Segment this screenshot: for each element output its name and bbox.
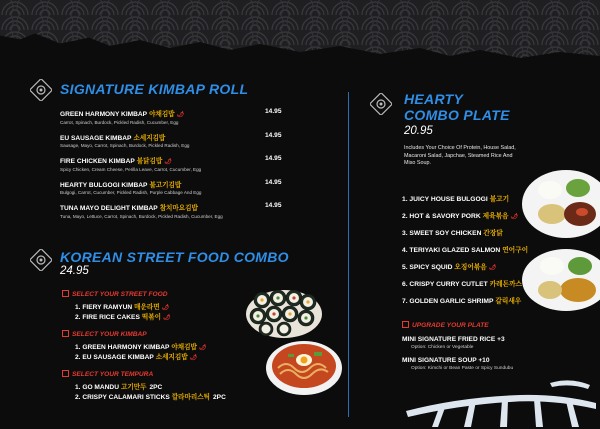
upgrade-option-detail: Option: Chicken or Vegetable xyxy=(411,345,474,350)
item-description: Spicy Chicken, Cream Cheese, Perilla Leave, Carrot, Cucumber, Egg xyxy=(60,166,202,172)
upgrade-option-name: MINI SIGNATURE FRIED RICE +3 xyxy=(402,336,505,343)
curry-cutlet-plate-image xyxy=(520,246,600,317)
checkbox-icon xyxy=(62,330,69,337)
item-description: Sausage, Mayo, Carrot, Spinach, Burdock, Pickled Radish, Egg xyxy=(60,143,190,148)
select-tempura-label: SELECT YOUR TEMPURA xyxy=(62,370,153,378)
item-name: GREEN HARMONY KIMBAP xyxy=(60,111,148,118)
ornament-icon xyxy=(370,93,392,115)
item-description: Tuna, Mayo, Lettuce, Carrot, Spinach, Burdock, Pickled Radish, Cucumber, Egg xyxy=(60,213,223,219)
item-name: HEARTY BULGOGI KIMBAP xyxy=(60,181,148,189)
ornament-icon xyxy=(30,79,52,101)
item-description: Carrot, Spinach, Burdock, Pickled Radish, Cucumber, Egg xyxy=(60,119,179,125)
spicy-icon: 🌶 xyxy=(189,355,198,361)
item-price: 14.95 xyxy=(265,131,282,139)
decorative-brush-strokes xyxy=(400,375,600,429)
checkbox-icon xyxy=(62,370,69,377)
item-price: 14.95 xyxy=(265,155,282,162)
option-item: 2. FIRE RICE CAKES 떡볶이 🌶 xyxy=(75,314,171,321)
street-food-section-title: KOREAN STREET FOOD COMBO xyxy=(60,249,289,265)
spicy-icon: 🌶 xyxy=(510,214,519,220)
protein-option: 7. GOLDEN GARLIC SHRIMP 갈릭새우 xyxy=(402,298,522,305)
menu-item xyxy=(60,155,290,179)
item-price: 14.95 xyxy=(265,178,282,186)
protein-option: 6. CRISPY CURRY CUTLET 카레돈까스 xyxy=(402,281,523,288)
spicy-icon: 🌶 xyxy=(198,345,207,351)
item-korean-name: 소세지김밥 xyxy=(133,134,166,142)
menu-item xyxy=(60,202,290,226)
street-food-price: 24.95 xyxy=(60,265,89,277)
spicy-icon: 🌶 xyxy=(488,265,497,271)
column-divider xyxy=(348,92,349,417)
protein-option: 1. JUICY HOUSE BULGOGI 불고기 xyxy=(402,196,510,203)
spicy-icon: 🌶 xyxy=(162,315,171,321)
item-name: TUNA MAYO DELIGHT KIMBAP xyxy=(60,205,158,212)
item-korean-name: 불닭김밥 xyxy=(136,158,163,165)
ramyun-bowl-image xyxy=(264,338,344,405)
protein-option: 5. SPICY SQUID 오징어볶음 🌶 xyxy=(402,264,497,271)
option-item: 1. GO MANDU 고기만두 2PC xyxy=(75,384,163,391)
hearty-price: 20.95 xyxy=(404,125,433,137)
option-item: 2. EU SAUSAGE KIMBAP 소세지김밥 🌶 xyxy=(75,354,198,361)
bulgogi-plate-image xyxy=(520,168,600,245)
decorative-wave-header xyxy=(0,0,600,62)
item-price: 14.95 xyxy=(265,108,282,115)
option-item: 1. FIERY RAMYUN 매운라면 🌶 xyxy=(75,304,170,311)
hearty-section-title: HEARTY COMBO PLATE xyxy=(404,91,510,123)
item-korean-name: 불고기김밥 xyxy=(149,181,182,189)
spicy-icon: 🌶 xyxy=(164,159,172,165)
kimbap-plate-image xyxy=(244,284,324,345)
item-price: 14.95 xyxy=(265,202,282,209)
upgrade-plate-label: UPGRADE YOUR PLATE xyxy=(402,321,489,329)
menu-item xyxy=(60,108,290,132)
item-description: Bulgogi, Carrot, Cucumber, Pickled Radish, Purple Cabbage And Egg xyxy=(60,190,202,195)
menu-item xyxy=(60,179,290,203)
item-name: EU SAUSAGE KIMBAP xyxy=(60,134,132,142)
protein-option: 4. TERIYAKI GLAZED SALMON 연어구이 xyxy=(402,247,529,254)
protein-option: 3. SWEET SOY CHICKEN 간장닭 xyxy=(402,230,503,237)
spicy-icon: 🌶 xyxy=(176,112,185,118)
item-name: FIRE CHICKEN KIMBAP xyxy=(60,158,135,165)
select-kimbap-label: SELECT YOUR KIMBAP xyxy=(62,330,147,338)
checkbox-icon xyxy=(62,290,69,297)
option-item: 1. GREEN HARMONY KIMBAP 야채김밥 🌶 xyxy=(75,344,207,351)
kimbap-list xyxy=(60,108,290,226)
kimbap-section-title: SIGNATURE KIMBAP ROLL xyxy=(60,81,249,97)
option-item: 2. CRISPY CALAMARI STICKS 깔라마리스틱 2PC xyxy=(75,394,226,401)
checkbox-icon xyxy=(402,321,409,328)
item-korean-name: 참치마요김밥 xyxy=(159,205,198,212)
ornament-icon xyxy=(30,249,52,271)
menu-item xyxy=(60,132,290,156)
upgrade-option-name: MINI SIGNATURE SOUP +10 xyxy=(402,357,490,364)
hearty-description: Includes Your Choice Of Protein, House Salad, Macaroni Salad, Japchae, Steamed Rice And Miso Soup. xyxy=(404,145,516,167)
item-korean-name: 야채김밥 xyxy=(149,111,175,118)
spicy-icon: 🌶 xyxy=(161,305,170,311)
protein-option: 2. HOT & SAVORY PORK 제육볶음 🌶 xyxy=(402,213,519,220)
upgrade-option-detail: Option: Kimchi or Bean Paste or Spicy Sundubu xyxy=(411,366,514,371)
select-street-food-label: SELECT YOUR STREET FOOD xyxy=(62,290,168,298)
